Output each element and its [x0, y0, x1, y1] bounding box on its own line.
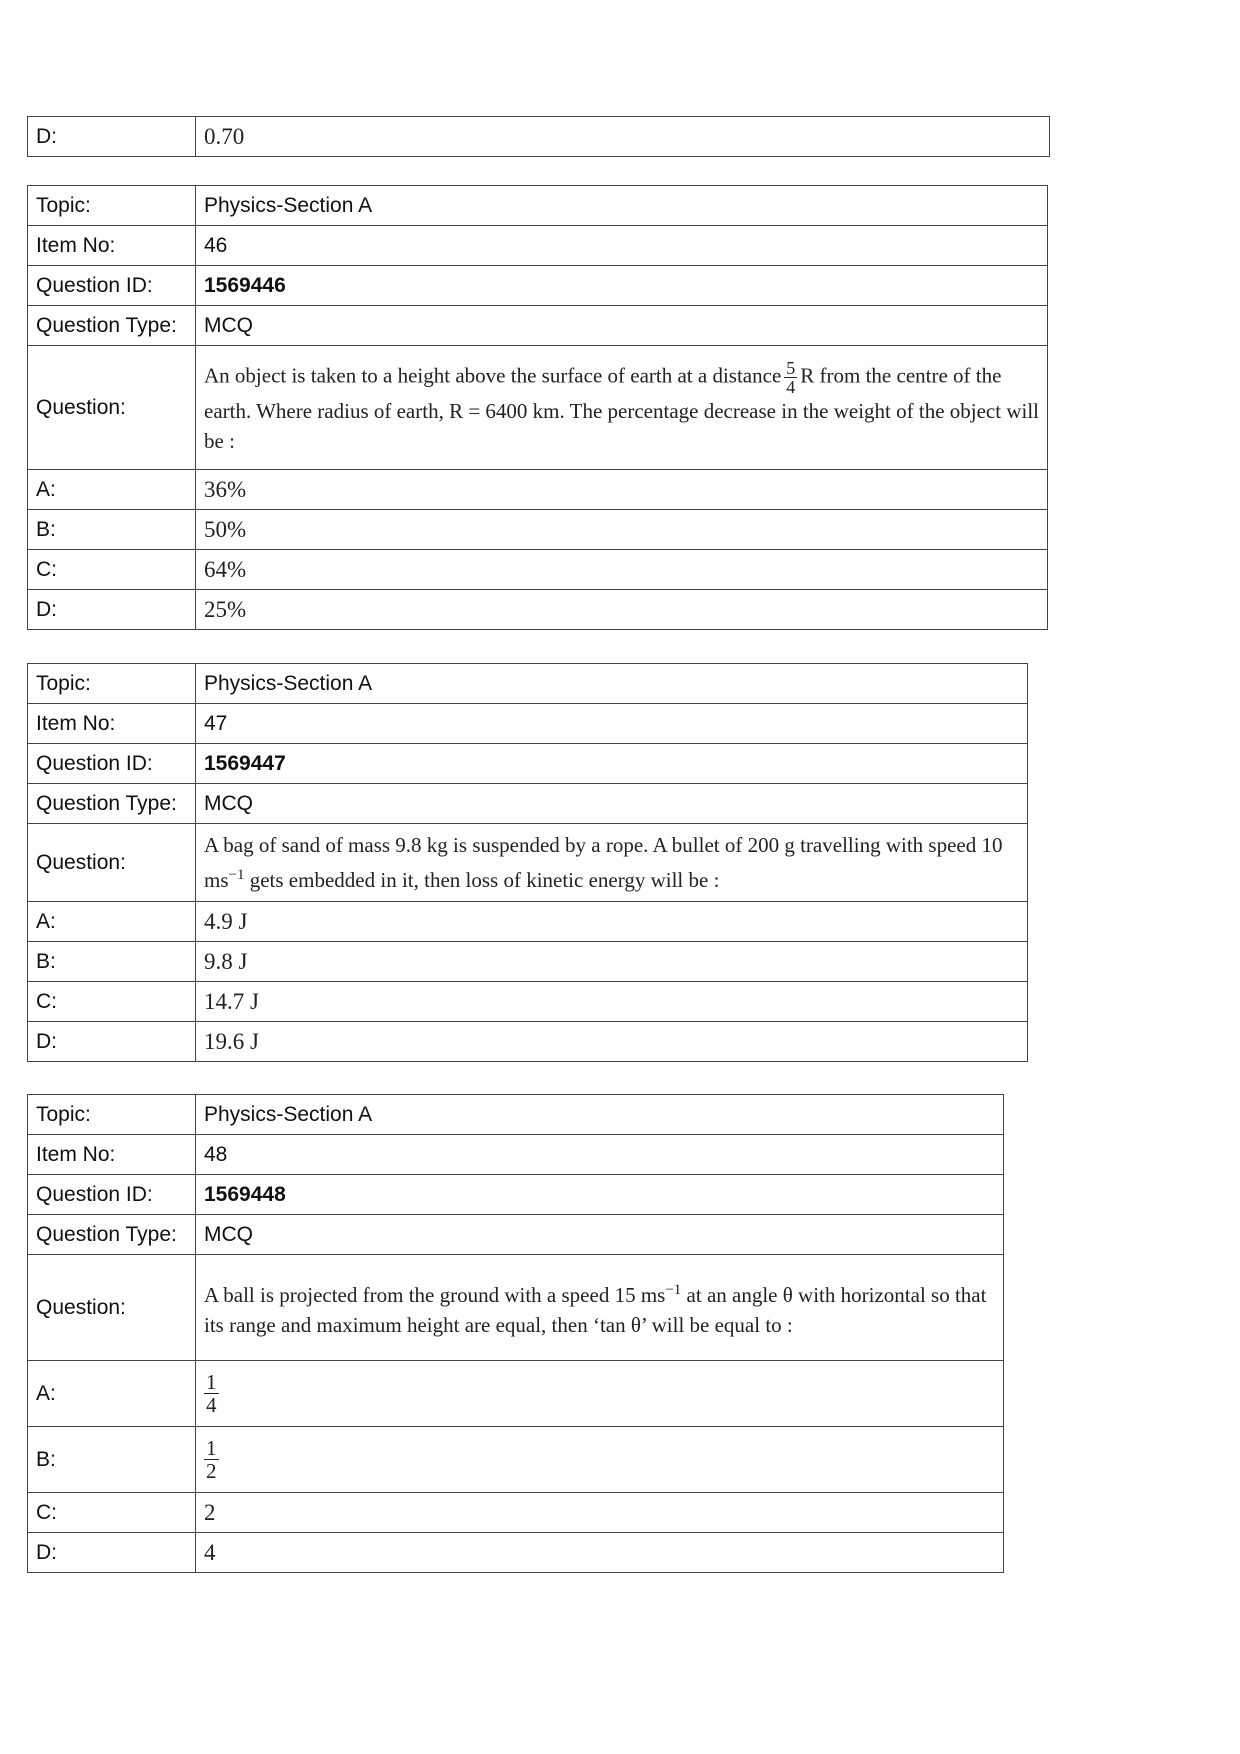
- option-value: 19.6 J: [196, 1022, 1028, 1062]
- question-label: Question:: [28, 346, 196, 470]
- topic-label: Topic:: [28, 186, 196, 226]
- topic-row: [28, 186, 1048, 226]
- question-label: Question:: [28, 1255, 196, 1361]
- question-id-label: Question ID:: [28, 266, 196, 306]
- question-row: [28, 824, 1028, 902]
- option-label: B:: [28, 942, 196, 982]
- option-value: [196, 1427, 1004, 1493]
- option-row-b: [28, 942, 1028, 982]
- question-id-value: 1569448: [196, 1175, 1004, 1215]
- question-type-row: [28, 784, 1028, 824]
- option-row-c: [28, 1493, 1004, 1533]
- question-type-row: [28, 306, 1048, 346]
- option-value: 9.8 J: [196, 942, 1028, 982]
- question-text-part1: An object is taken to a height above the surface of earth at a distance: [204, 363, 782, 388]
- item-no-value: 48: [196, 1135, 1004, 1175]
- option-value: 2: [196, 1493, 1004, 1533]
- fraction-numerator: 1: [206, 1436, 217, 1460]
- superscript: −1: [228, 867, 245, 883]
- item-no-label: Item No:: [28, 1135, 196, 1175]
- option-label: B:: [28, 1427, 196, 1493]
- option-value: 36%: [196, 470, 1048, 510]
- question-text: [196, 824, 1028, 902]
- option-row-a: [28, 902, 1028, 942]
- question-row: [28, 346, 1048, 470]
- question-text-part1: A ball is projected from the ground with a speed 15 ms: [204, 1283, 666, 1307]
- question-text-part2: at an angle θ with horizontal so that its range and maximum height are equal, then ‘tan θ’ will be equal to :: [204, 1283, 987, 1337]
- option-row-d: [28, 590, 1048, 630]
- topic-label: Topic:: [28, 664, 196, 704]
- item-no-label: Item No:: [28, 226, 196, 266]
- option-row-a: [28, 470, 1048, 510]
- option-label: A:: [28, 1361, 196, 1427]
- question-id-row: [28, 1175, 1004, 1215]
- question-type-label: Question Type:: [28, 306, 196, 346]
- question-id-label: Question ID:: [28, 1175, 196, 1215]
- topic-value: Physics-Section A: [196, 664, 1028, 704]
- question-row: [28, 1255, 1004, 1361]
- question-id-row: [28, 744, 1028, 784]
- option-value: 0.70: [196, 117, 1050, 157]
- option-value: 64%: [196, 550, 1048, 590]
- question-text-part2: R from the centre of the earth. Where radius of earth, R = 6400 km. The percentage decrease in the weight of the object will be :: [204, 363, 1040, 453]
- question-type-row: [28, 1215, 1004, 1255]
- question-type-value: MCQ: [196, 1215, 1004, 1255]
- topic-row: [28, 664, 1028, 704]
- option-label: B:: [28, 510, 196, 550]
- item-no-value: 47: [196, 704, 1028, 744]
- option-row-c: [28, 550, 1048, 590]
- item-no-label: Item No:: [28, 704, 196, 744]
- question-id-row: [28, 266, 1048, 306]
- option-value: 50%: [196, 510, 1048, 550]
- fraction-denominator: 4: [786, 377, 796, 397]
- question-text-part2: gets embedded in it, then loss of kinetic energy will be :: [249, 868, 720, 892]
- option-row-b: [28, 510, 1048, 550]
- fraction-numerator: 1: [206, 1370, 217, 1394]
- item-no-row: [28, 226, 1048, 266]
- option-row-a: [28, 1361, 1004, 1427]
- option-label: D:: [28, 1533, 196, 1573]
- topic-value: Physics-Section A: [196, 1095, 1004, 1135]
- fraction: [204, 1437, 219, 1482]
- option-label: C:: [28, 982, 196, 1022]
- option-value: 4: [196, 1533, 1004, 1573]
- option-label: D:: [28, 590, 196, 630]
- fraction: [204, 1371, 219, 1416]
- option-value: 25%: [196, 590, 1048, 630]
- question-type-label: Question Type:: [28, 1215, 196, 1255]
- option-label: C:: [28, 550, 196, 590]
- question-type-value: MCQ: [196, 784, 1028, 824]
- fraction-denominator: 4: [206, 1393, 217, 1417]
- topic-value: Physics-Section A: [196, 186, 1048, 226]
- item-no-row: [28, 704, 1028, 744]
- question-type-value: MCQ: [196, 306, 1048, 346]
- superscript: −1: [665, 1282, 682, 1298]
- option-label: D:: [28, 117, 196, 157]
- option-label: A:: [28, 902, 196, 942]
- option-row-d: [28, 117, 1050, 157]
- option-row-d: [28, 1533, 1004, 1573]
- question-label: Question:: [28, 824, 196, 902]
- topic-row: [28, 1095, 1004, 1135]
- previous-question-fragment: [27, 116, 1050, 157]
- option-label: D:: [28, 1022, 196, 1062]
- question-table-47: [27, 663, 1028, 1062]
- option-row-b: [28, 1427, 1004, 1493]
- question-id-value: 1569447: [196, 744, 1028, 784]
- option-row-d: [28, 1022, 1028, 1062]
- question-text: [196, 346, 1048, 470]
- question-text: [196, 1255, 1004, 1361]
- item-no-row: [28, 1135, 1004, 1175]
- option-label: A:: [28, 470, 196, 510]
- option-value: 14.7 J: [196, 982, 1028, 1022]
- question-table-48: [27, 1094, 1004, 1573]
- question-table-46: [27, 185, 1048, 630]
- question-id-value: 1569446: [196, 266, 1048, 306]
- option-value: 4.9 J: [196, 902, 1028, 942]
- option-value: [196, 1361, 1004, 1427]
- fraction-denominator: 2: [206, 1459, 217, 1483]
- question-id-label: Question ID:: [28, 744, 196, 784]
- topic-label: Topic:: [28, 1095, 196, 1135]
- fraction-numerator: 5: [786, 358, 796, 378]
- item-no-value: 46: [196, 226, 1048, 266]
- option-label: C:: [28, 1493, 196, 1533]
- question-text-part1: A bag of sand of mass 9.8 kg is suspended by a rope. A bullet of 200 g travelling with speed 10 ms: [204, 833, 1003, 892]
- fraction: [784, 359, 797, 396]
- option-row-c: [28, 982, 1028, 1022]
- question-type-label: Question Type:: [28, 784, 196, 824]
